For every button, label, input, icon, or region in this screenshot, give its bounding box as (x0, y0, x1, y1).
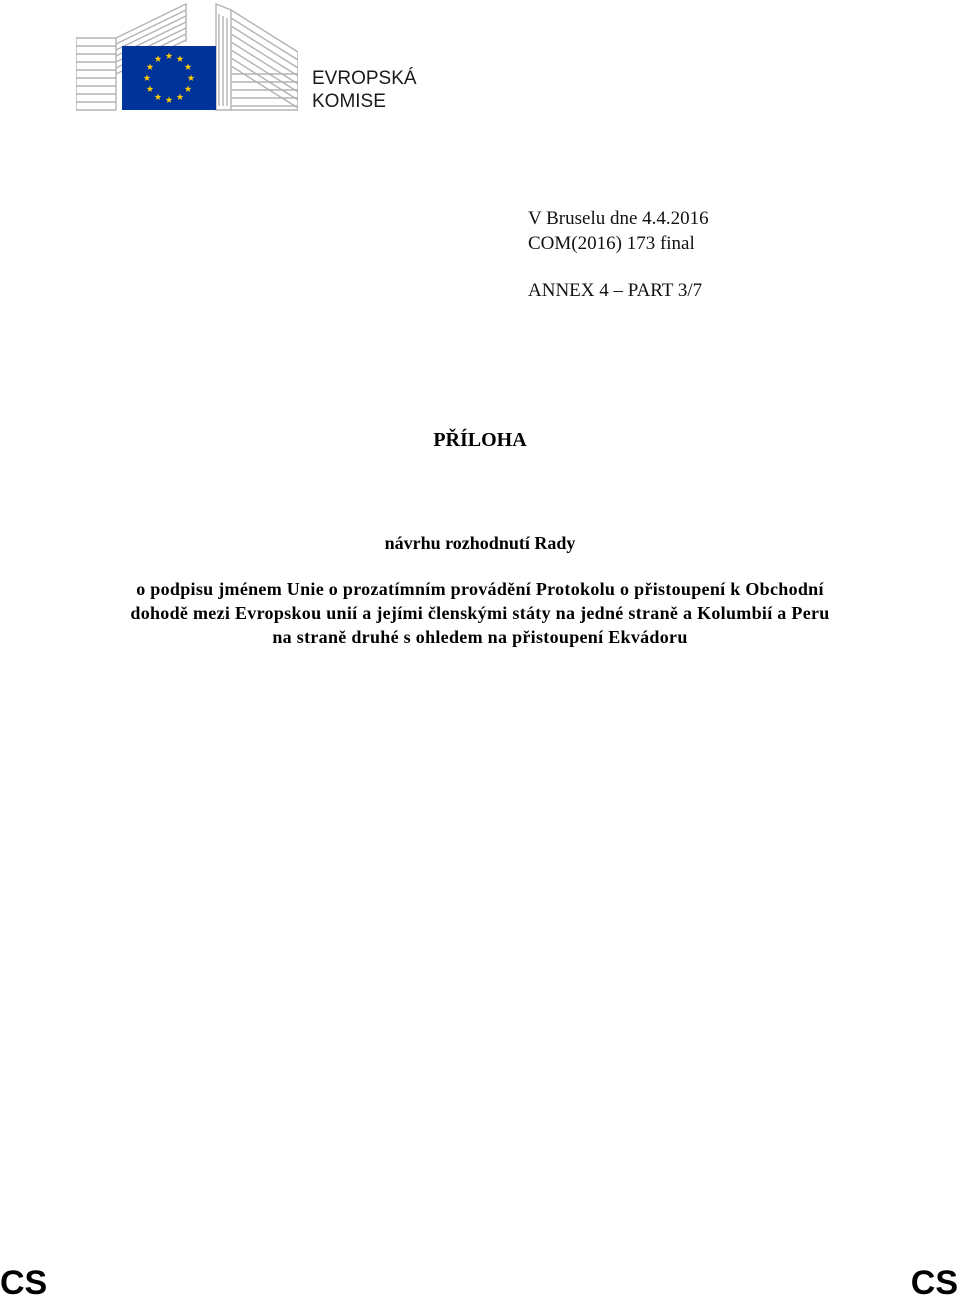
document-meta (528, 206, 709, 256)
subject-line: dohodě mezi Evropskou unií a jejími členskými státy na jedné straně a Kolumbií a Peru (130, 603, 830, 623)
subject-line: na straně druhé s ohledem na přistoupení Ekvádoru (272, 627, 688, 647)
eu-flag-icon (122, 46, 216, 110)
document-reference: COM(2016) 173 final (528, 233, 695, 254)
subject-line: o podpisu jménem Unie o prozatímním provádění Protokolu o přistoupení k Obchodní (136, 579, 824, 599)
place-date: V Bruselu dne 4.4.2016 (528, 208, 709, 229)
organization-name-line2: KOMISE (312, 91, 386, 112)
annex-reference: ANNEX 4 – PART 3/7 (528, 280, 703, 301)
european-commission-logo (76, 2, 298, 112)
organization-name-line1: EVROPSKÁ (312, 68, 417, 89)
document-subheading: návrhu rozhodnutí Rady (384, 533, 576, 553)
document-heading: PŘÍLOHA (433, 429, 527, 451)
language-code-right: CS (910, 1264, 958, 1302)
document-subject (60, 577, 900, 649)
language-code-left: CS (0, 1264, 48, 1302)
organization-name (312, 67, 417, 113)
